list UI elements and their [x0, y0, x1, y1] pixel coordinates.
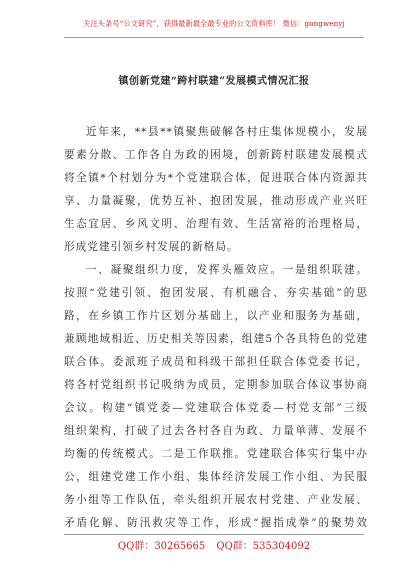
header-notice: 关注头条号“公文研究”，获得最新最全最专业的公文资料库！ 微信：gongwenyj: [83, 19, 345, 28]
footer-contact: [64, 537, 364, 552]
paragraph-line: 一、凝聚组织力度，发挥头雁效应。一是组织联建。: [86, 264, 368, 276]
paragraph-line: 均衡的传统模式。二是工作联推。党建联合体实行集中办: [64, 448, 368, 460]
paragraph-line: 矛盾化解、防汛救灾等工作，形成“握指成拳”的聚势效: [64, 517, 368, 529]
paragraph-line: 生态宜居、乡风文明、治理有效、生活富裕的治理格局，: [64, 218, 368, 230]
paragraph-line: 将各村党组织书记吸纳为成员，定期参加联合体议事协商: [64, 379, 368, 391]
paragraph-line: 享、力量凝聚，优势互补、抱团发展，推动形成产业兴旺: [64, 195, 368, 207]
paragraph-line: 路，在乡镇工作片区划分基础上，以产业和服务为基础，: [64, 310, 368, 322]
document-title: 镇创新党建“跨村联建”发展模式情况汇报: [118, 76, 310, 87]
paragraph-line: 要素分散、工作各自为政的困境，创新跨村联建发展模式: [64, 149, 368, 161]
paragraph-line: 兼顾地域相近、历史相关等因素，组建5个各具特色的党建: [64, 333, 368, 345]
header-divider: [64, 37, 364, 38]
qq-group-2: QQ群：535304092: [216, 541, 311, 552]
footer-divider: [64, 534, 364, 535]
paragraph-line: 按照“党建引领、抱团发展、有机融合、夯实基础”的思: [64, 287, 368, 299]
paragraph-line: 公，组建党建工作小组、集体经济发展工作小组、为民服: [64, 471, 368, 483]
paragraph-line: 务小组等工作队伍，牵头组织开展农村党建、产业发展、: [64, 494, 368, 506]
paragraph-line: 组织架构，打破了过去各村各自为政、力量单薄、发展不: [64, 425, 368, 437]
paragraph-line: 联合体。委派班子成员和科级干部担任联合体党委书记，: [64, 356, 368, 368]
qq-group-1: QQ群：30265665: [117, 541, 206, 552]
paragraph-line: 将全镇*个村划分为*个党建联合体，促进联合体内资源共: [64, 172, 368, 184]
paragraph-line: 近年来，**县**镇聚焦破解各村庄集体规模小，发展: [86, 126, 368, 138]
paragraph-line: 形成党建引领乡村发展的新格局。: [64, 241, 239, 253]
paragraph-line: 会议。构建“镇党委—党建联合体党委—村党支部”三级: [64, 402, 368, 414]
